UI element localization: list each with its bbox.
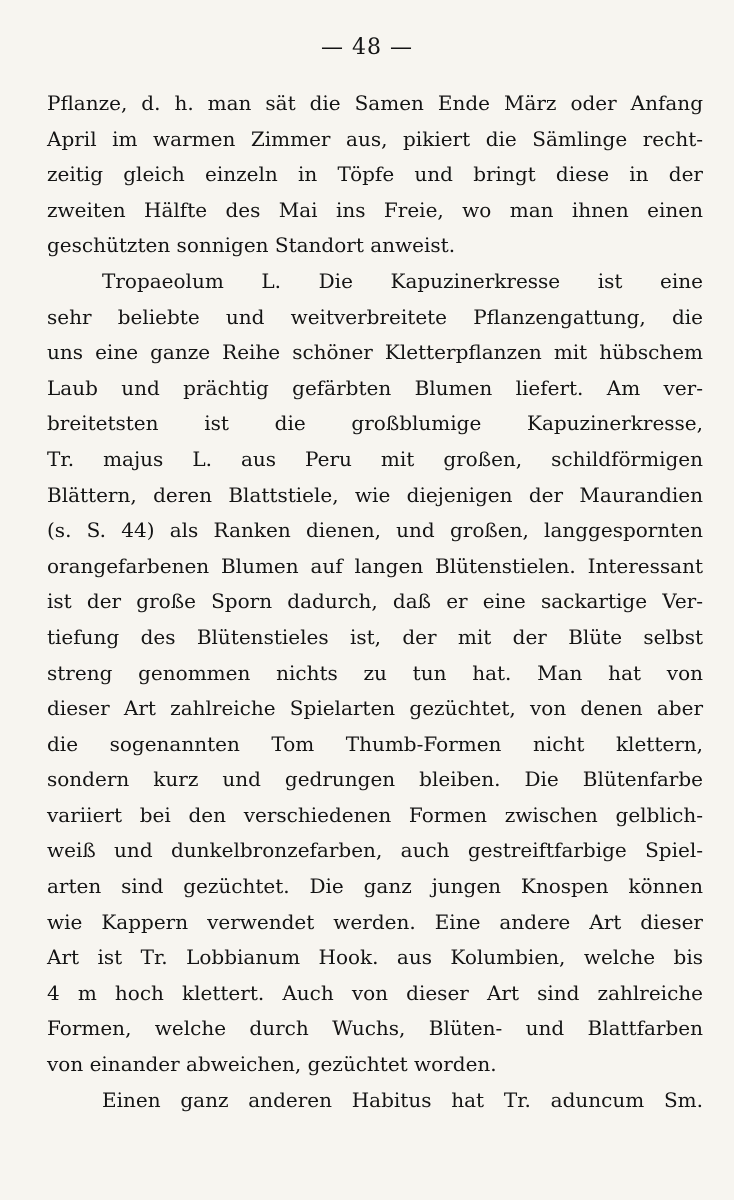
text-line: variiert bei den verschiedenen Formen zwischen gelblich- — [47, 802, 703, 827]
text-line: ist der große Sporn dadurch, daß er eine sackartige Ver- — [47, 589, 703, 614]
body-text — [47, 86, 703, 1118]
text-line: die sogenannten Tom Thumb-Formen nicht klettern, — [47, 731, 703, 756]
text-line: zeitig gleich einzeln in Töpfe und bringt diese in der — [47, 162, 703, 187]
text-line: orangefarbenen Blumen auf langen Blütenstielen. Interessant — [47, 553, 703, 578]
text-line: sehr beliebte und weitverbreitete Pflanzengattung, die — [47, 304, 703, 329]
text-line: Laub und prächtig gefärbten Blumen liefert. Am ver- — [47, 375, 703, 400]
text-line: arten sind gezüchtet. Die ganz jungen Knospen können — [47, 874, 703, 899]
text-line: Formen, welche durch Wuchs, Blüten- und Blattfarben — [47, 1016, 703, 1041]
text-line: tiefung des Blütenstieles ist, der mit der Blüte selbst — [47, 624, 703, 649]
text-line: Tropaeolum L. Die Kapuzinerkresse ist eine — [102, 268, 703, 293]
text-line: Tr. majus L. aus Peru mit großen, schildförmigen — [47, 446, 703, 471]
text-line: sondern kurz und gedrungen bleiben. Die Blütenfarbe — [47, 767, 703, 792]
text-line: von einander abweichen, gezüchtet worden. — [47, 1052, 497, 1077]
text-line: (s. S. 44) als Ranken dienen, und großen, langgespornten — [47, 518, 703, 543]
text-line: April im warmen Zimmer aus, pikiert die Sämlinge recht- — [47, 126, 703, 151]
text-line: zweiten Hälfte des Mai ins Freie, wo man ihnen einen — [47, 197, 703, 222]
text-line: breitetsten ist die großblumige Kapuzinerkresse, — [47, 411, 703, 436]
text-line: weiß und dunkelbronzefarben, auch gestreiftfarbige Spiel- — [47, 838, 703, 863]
text-line: Einen ganz anderen Habitus hat Tr. aduncum Sm. — [102, 1087, 703, 1112]
page-number: — 48 — — [321, 35, 413, 60]
text-line: uns eine ganze Reihe schöner Kletterpflanzen mit hübschem — [47, 340, 703, 365]
text-line: 4 m hoch klettert. Auch von dieser Art sind zahlreiche — [47, 980, 703, 1005]
text-line: streng genommen nichts zu tun hat. Man hat von — [47, 660, 703, 685]
text-line: Blättern, deren Blattstiele, wie diejenigen der Maurandien — [47, 482, 703, 507]
text-line: Pflanze, d. h. man sät die Samen Ende März oder Anfang — [47, 91, 703, 115]
text-line: dieser Art zahlreiche Spielarten gezüchtet, von denen aber — [47, 696, 703, 721]
text-line: Art ist Tr. Lobbianum Hook. aus Kolumbien, welche bis — [47, 945, 703, 970]
text-line: geschützten sonnigen Standort anweist. — [47, 233, 456, 258]
text-line: wie Kappern verwendet werden. Eine andere Art dieser — [47, 909, 703, 934]
